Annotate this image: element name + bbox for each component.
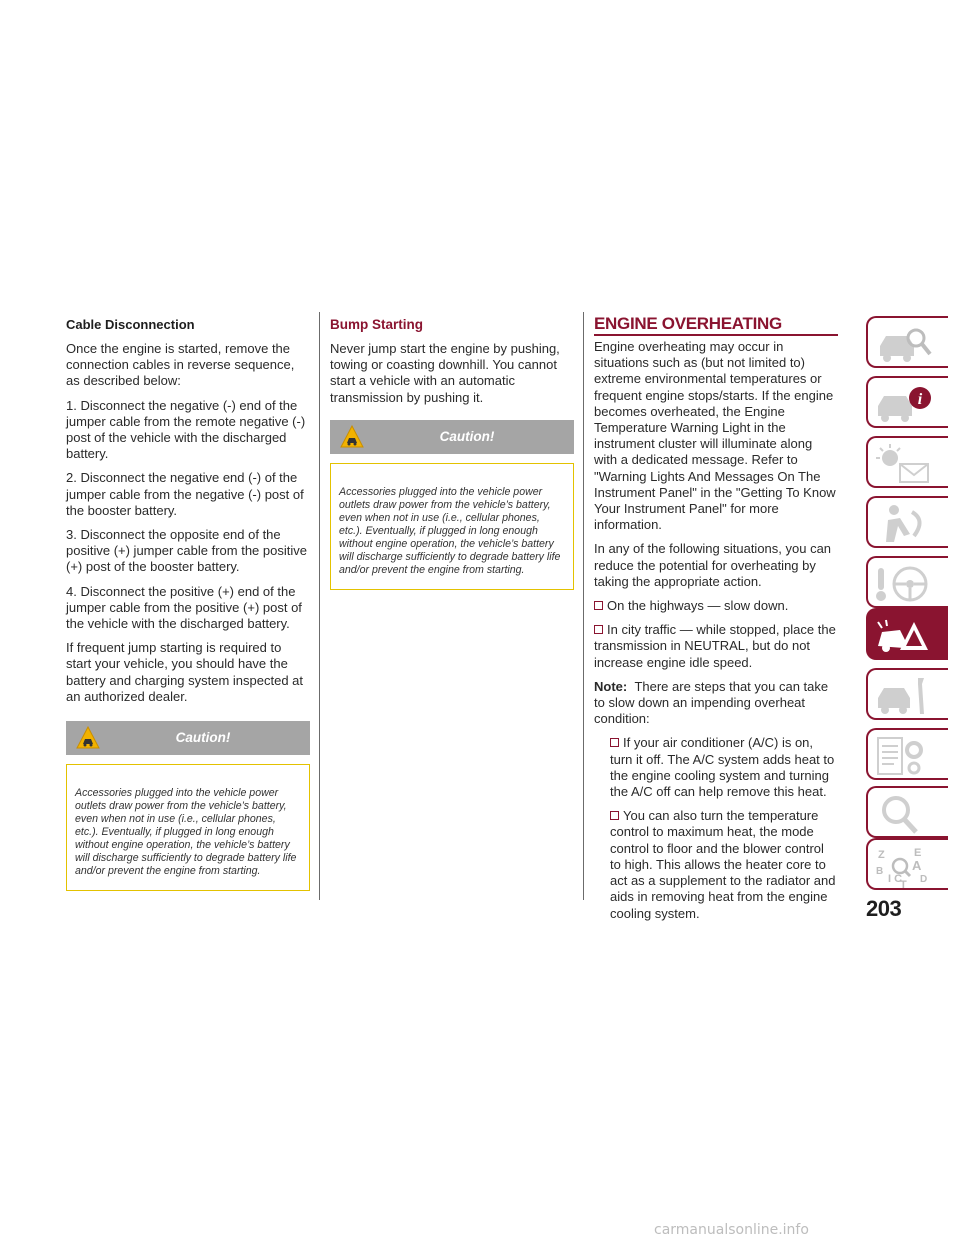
maintenance-icon: [874, 674, 934, 718]
bullet-icon: [594, 625, 603, 634]
svg-text:A: A: [912, 858, 922, 873]
column-engine-overheating: [594, 312, 838, 930]
svg-text:E: E: [914, 847, 922, 859]
note-label: Note:: [594, 678, 628, 694]
svg-text:T: T: [900, 879, 907, 888]
warning-lights-icon: [874, 442, 934, 486]
step-2: 2. Disconnect the negative end (-) of the jumper cable from the negative (-) post of the booster battery.: [66, 470, 304, 518]
search-icon: [874, 792, 934, 836]
svg-text:B: B: [876, 866, 884, 877]
caution-header: [66, 721, 310, 755]
note: [594, 679, 838, 728]
tab-search[interactable]: [866, 786, 948, 838]
caution-box: [330, 463, 574, 590]
step-3: 3. Disconnect the opposite end of the positive (+) jumper cable from the positive (+) post of the booster battery.: [66, 527, 307, 575]
caution-box: [66, 764, 310, 891]
starting-driving-icon: [874, 562, 934, 606]
tab-maintenance[interactable]: [866, 668, 948, 720]
caution-header: [330, 420, 574, 454]
index-icon: [874, 844, 934, 888]
svg-text:Z: Z: [878, 849, 885, 861]
engine-overheating-title: ENGINE OVERHEATING: [594, 314, 782, 333]
note-text: There are steps that you can take to slow down an impending overheat condition:: [594, 678, 829, 727]
tab-car-search[interactable]: [866, 316, 948, 368]
svg-text:I C: I C: [888, 873, 903, 885]
jump-start-advice: If frequent jump starting is required to start your vehicle, you should have the battery and charging system inspected at an authorized dealer.: [66, 640, 304, 704]
column-bump-starting: [330, 312, 574, 590]
sub-bullet-ac: If your air conditioner (A/C) is on, turn it off. The A/C system adds heat to the engine cooling system and turning the A/C off can help remove this heat.: [610, 735, 835, 800]
tab-safety[interactable]: [866, 496, 948, 548]
emergency-icon: [874, 614, 934, 658]
column-cable-disconnection: [66, 312, 310, 891]
svg-text:i: i: [917, 391, 923, 408]
car-search-icon: [874, 322, 934, 366]
bump-starting-heading: Bump Starting: [330, 317, 423, 332]
safety-airbag-icon: [874, 502, 934, 546]
cable-disconnection-intro: Once the engine is started, remove the connection cables in reverse sequence, as described below:: [66, 341, 295, 389]
caution-title: Caution!: [439, 428, 495, 444]
cable-disconnection-heading: Cable Disconnection: [66, 317, 195, 332]
step-1: 1. Disconnect the negative (-) end of the jumper cable from the remote negative (-) post of the vehicle with the discharged battery.: [66, 397, 306, 462]
bullet-icon: [610, 738, 619, 747]
column-divider: [583, 312, 584, 900]
bullet-city-traffic: In city traffic — while stopped, place the transmission in NEUTRAL, but do not increase engine idle speed.: [594, 622, 836, 670]
caution-title: Caution!: [175, 730, 231, 746]
car-info-icon: [874, 382, 934, 426]
bullet-highways: On the highways — slow down.: [594, 598, 838, 614]
technical-specs-icon: [874, 734, 934, 778]
svg-text:D: D: [920, 874, 928, 885]
step-4: 4. Disconnect the positive (+) end of the jumper cable from the positive (+) post of the vehicle with the discharged battery.: [66, 583, 302, 632]
bullet-icon: [610, 811, 619, 820]
sub-bullet-heater: You can also turn the temperature control to maximum heat, the mode control to floor and the blower control to high. This allows the heater core to act as a supplement to the radiator and aids in removing heat from the engine cooling system.: [610, 808, 836, 921]
caution-text: Accessories plugged into the vehicle power outlets draw power from the vehicle’s battery, even when not in use (i.e., cellular phones, etc.). Eventually, if plugged in long enough without engine operation, the vehicle’s battery will discharge sufficiently to degrade battery life and/or prevent the engine from starting.: [75, 787, 297, 878]
column-divider: [319, 312, 320, 900]
overheating-situations: In any of the following situations, you can reduce the potential for overheating by taking the appropriate action.: [594, 541, 832, 589]
caution-text: Accessories plugged into the vehicle power outlets draw power from the vehicle’s battery, even when not in use (i.e., cellular phones, etc.). Eventually, if plugged in long enough without engine operation, the vehicle’s battery will discharge sufficiently to degrade battery life and/or prevent the engine from starting.: [339, 485, 561, 576]
tab-technical-specs[interactable]: [866, 728, 948, 780]
tab-warning-lights[interactable]: [866, 436, 948, 488]
title-underline: [594, 334, 838, 336]
overheating-intro: Engine overheating may occur in situations such as (but not limited to) extreme environmental temperatures or frequent engine stops/starts. If the engine becomes overheated, the Engine Temperature Warning Light in the instrument cluster will illuminate along with a dedicated message. Refer to "Warning Lights And Messages On The Instrument Panel" in the "Getting To Know Your Instrument Panel" for more information.: [594, 339, 836, 533]
watermark: carmanualsonline.info: [654, 1222, 809, 1238]
tab-emergency[interactable]: [866, 608, 948, 660]
tab-car-info[interactable]: [866, 376, 948, 428]
page-number: 203: [866, 896, 902, 921]
tab-starting-driving[interactable]: [866, 556, 948, 608]
tab-index[interactable]: [866, 838, 948, 890]
bullet-icon: [594, 601, 603, 610]
bump-starting-text: Never jump start the engine by pushing, towing or coasting downhill. You cannot start a vehicle with an automatic transmission by pushing it.: [330, 341, 560, 405]
